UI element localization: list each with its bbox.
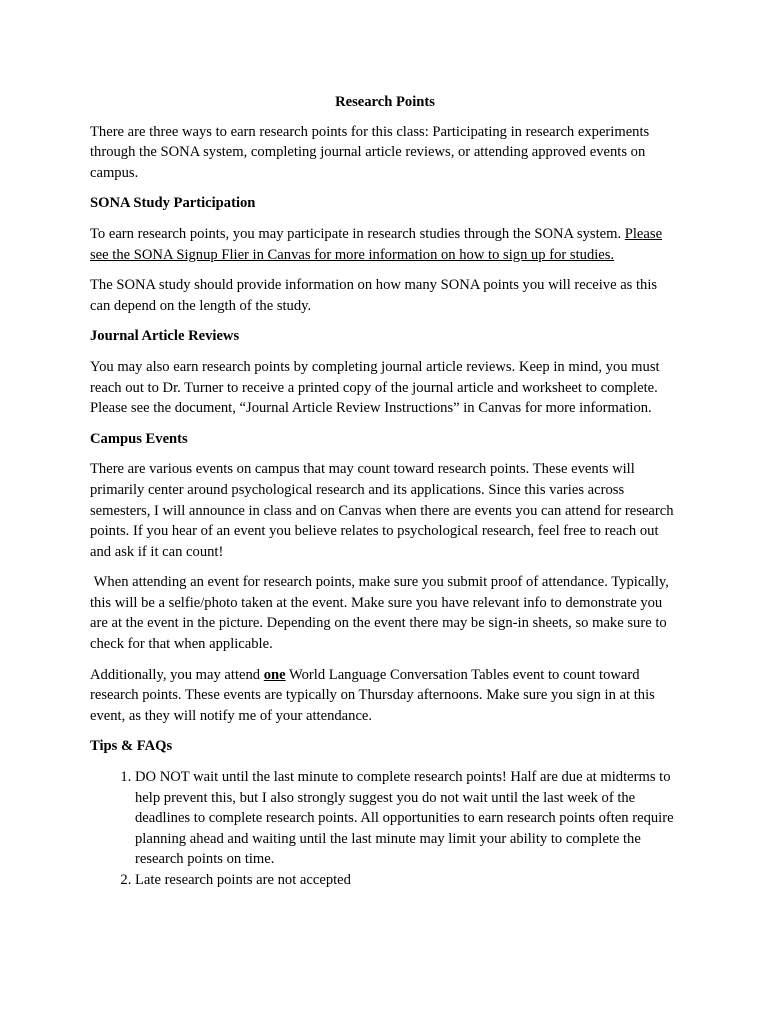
sona-paragraph-1 <box>90 224 680 265</box>
campus-paragraph-2: When attending an event for research points, make sure you submit proof of attendance. Typically, this will be a selfie/photo taken at the event. Make sure you have relevant info to demonstrate you are at the event in the picture. Depending on the event there may be sign-in sheets, so make sure to check for that when applicable. <box>90 574 669 653</box>
sona-paragraph-1-text: To earn research points, you may participate in research studies through the SONA system. <box>90 225 625 242</box>
campus-paragraph-3-end: World Language Conversation Tables event to count toward research points. These events are typically on Thursday afternoons. Make sure you sign in at this event, as they will notify me of your attendance. <box>90 666 655 724</box>
emphasis-one: one <box>263 666 286 683</box>
campus-paragraph-3 <box>90 665 680 727</box>
intro-paragraph: There are three ways to earn research points for this class: Participating in research experiments through the SONA system, completing journal article reviews, or attending approved events on campus. <box>90 123 650 181</box>
sona-paragraph-2: The SONA study should provide information on how many SONA points you will receive as this can depend on the length of the study. <box>90 277 658 314</box>
journal-heading: Journal Article Reviews <box>90 328 240 345</box>
faq-list <box>90 767 680 891</box>
campus-paragraph-1: There are various events on campus that may count toward research points. These events will primarily center around psychological research and its applications. Since this varies across semesters, I will announce in class and on Canvas when there are events you can attend for research points. If you hear of an event you believe relates to psychological research, feel free to reach out and ask if it can count! <box>90 461 674 560</box>
faq-heading: Tips & FAQs <box>90 738 173 755</box>
document-page <box>90 92 680 891</box>
sona-flier-link[interactable]: Please see the SONA Signup Flier in Canvas for more information on how to sign up for studies. <box>90 225 663 263</box>
faq-item: 1. DO NOT wait until the last minute to complete research points! Half are due at midterms to help prevent this, but I also strongly suggest you do not wait until the last week of the deadlines to complete research points. All opportunities to earn research points often require planning ahead and waiting until the last minute may limit your ability to complete the research points on time. <box>135 767 680 870</box>
faq-item: 2. Late research points are not accepted <box>135 870 680 891</box>
campus-paragraph-3-start: Additionally, you may attend <box>90 666 264 683</box>
document-title: Research Points <box>335 94 435 110</box>
journal-paragraph-1: You may also earn research points by completing journal article reviews. Keep in mind, you must reach out to Dr. Turner to receive a printed copy of the journal article and worksheet to complete. Please see the document, “Journal Article Review Instructions” in Canvas for more information. <box>90 358 660 417</box>
sona-heading: SONA Study Participation <box>90 195 256 212</box>
campus-heading: Campus Events <box>90 430 188 447</box>
